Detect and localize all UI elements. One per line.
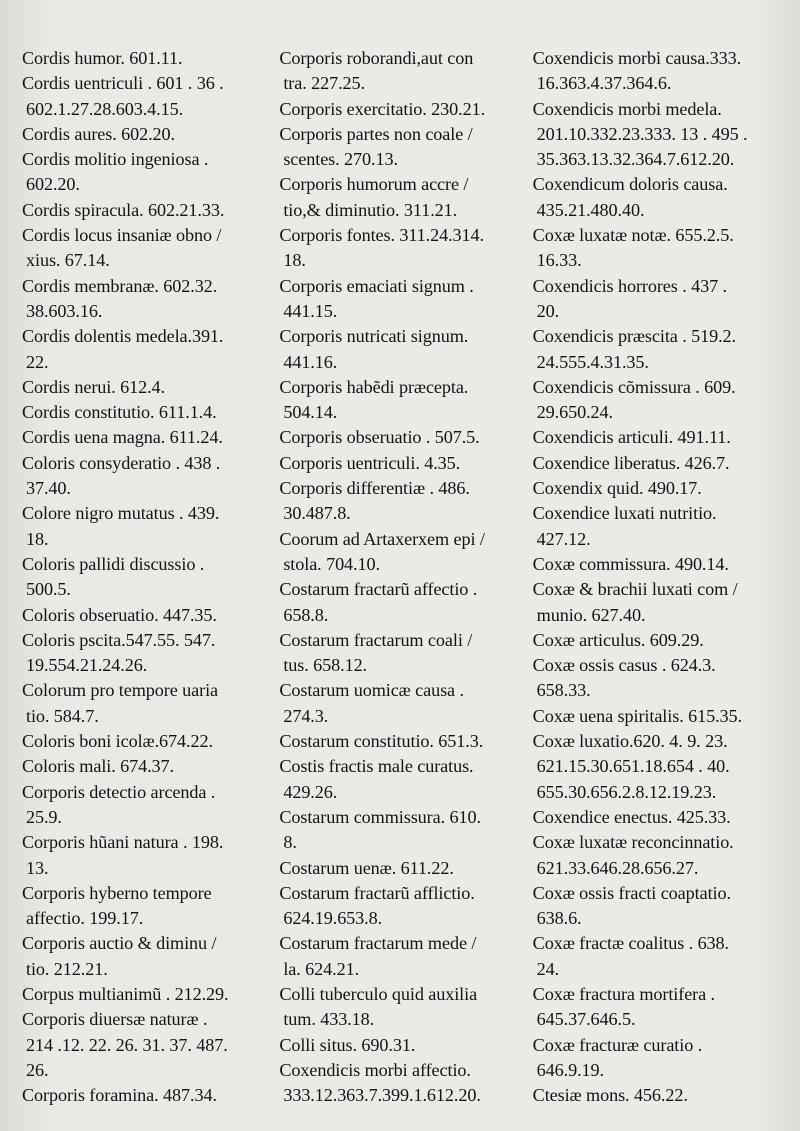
index-entry: Coxendice luxati nutritio. bbox=[532, 503, 717, 524]
index-entry-continuation: 24. bbox=[536, 958, 560, 979]
index-entry: Costarum constitutio. 651.3. bbox=[279, 731, 484, 752]
index-entry-continuation: 35.363.13.32.364.7.612.20. bbox=[536, 149, 735, 170]
index-entry-continuation: 602.20. bbox=[26, 174, 80, 195]
index-entry-continuation: 13. bbox=[26, 857, 49, 878]
index-entry-continuation: 18. bbox=[26, 528, 49, 549]
index-entry: Coxendicis morbi causa.333. bbox=[532, 48, 742, 68]
index-entry: Costarum commissura. 610. bbox=[279, 806, 481, 827]
index-entry: Coloris pallidi discussio . bbox=[22, 553, 205, 574]
index-entry-continuation: 429.26. bbox=[283, 781, 338, 802]
index-entry-continuation: 621.15.30.651.18.654 . 40. bbox=[536, 756, 730, 777]
index-entry: Coxæ luxatio.620. 4. 9. 23. bbox=[532, 731, 728, 752]
index-column-2 bbox=[279, 46, 524, 1108]
index-column-1 bbox=[22, 46, 271, 1108]
index-entry-continuation: 435.21.480.40. bbox=[536, 199, 645, 220]
index-entry: Cordis constitutio. 611.1.4. bbox=[22, 402, 217, 423]
index-entry-continuation: 24.555.4.31.35. bbox=[536, 351, 649, 372]
index-entry-continuation: xius. 67.14. bbox=[26, 250, 110, 271]
index-entry-continuation: tra. 227.25. bbox=[283, 73, 365, 94]
index-entry: Coxæ fracturæ curatio . bbox=[532, 1034, 703, 1055]
index-entry: Coxendicum doloris causa. bbox=[532, 174, 728, 195]
index-entry-continuation: 646.9.19. bbox=[536, 1059, 604, 1080]
index-entry: Coxæ luxatæ reconcinnatio. bbox=[532, 832, 734, 853]
index-entry: Cordis humor. 601.11. bbox=[22, 48, 183, 68]
index-entry-continuation: tio,& diminutio. 311.21. bbox=[283, 199, 458, 220]
index-entry-continuation: 602.1.27.28.603.4.15. bbox=[26, 98, 184, 119]
index-entry-continuation: 38.603.16. bbox=[26, 300, 103, 321]
index-entry-continuation: scentes. 270.13. bbox=[283, 149, 398, 170]
index-entry-continuation: 16.33. bbox=[536, 250, 582, 271]
index-entry: Costarum uenæ. 611.22. bbox=[279, 857, 454, 878]
index-entry: Coloris consyderatio . 438 . bbox=[22, 452, 221, 473]
index-entry-continuation: 333.12.363.7.399.1.612.20. bbox=[283, 1085, 481, 1106]
index-entry-continuation: 16.363.4.37.364.6. bbox=[536, 73, 672, 94]
index-entry: Corporis diuersæ naturæ . bbox=[22, 1009, 208, 1030]
index-entry: Coxendice liberatus. 426.7. bbox=[532, 452, 730, 473]
index-entry: Cordis spiracula. 602.21.33. bbox=[22, 199, 225, 220]
index-entry-continuation: 441.16. bbox=[283, 351, 338, 372]
index-entry-continuation: 26. bbox=[26, 1059, 49, 1080]
index-entry: Coloris obseruatio. 447.35. bbox=[22, 604, 217, 625]
index-entry: Corporis obseruatio . 507.5. bbox=[279, 427, 480, 448]
index-entry-continuation: 201.10.332.23.333. 13 . 495 . bbox=[536, 123, 748, 144]
index-entry: Colorum pro tempore uaria bbox=[22, 680, 218, 701]
index-entry: Coxendicis morbi affectio. bbox=[279, 1059, 471, 1080]
index-entry: Cordis molitio ingeniosa . bbox=[22, 149, 209, 170]
index-entry-continuation: 504.14. bbox=[283, 402, 338, 423]
index-entry-continuation: 658.33. bbox=[536, 680, 591, 701]
index-entry-continuation: 25.9. bbox=[26, 806, 62, 827]
index-entry-continuation: 20. bbox=[536, 300, 560, 321]
index-entry: Coloris mali. 674.37. bbox=[22, 756, 174, 777]
index-entry-continuation: 658.8. bbox=[283, 604, 329, 625]
index-entry-continuation: 37.40. bbox=[26, 478, 71, 499]
index-entry: Coxæ luxatæ notæ. 655.2.5. bbox=[532, 225, 734, 246]
index-entry-continuation: la. 624.21. bbox=[283, 958, 360, 979]
index-entry-continuation: 214 .12. 22. 26. 31. 37. 487. bbox=[26, 1034, 228, 1055]
index-entry-continuation: 22. bbox=[26, 351, 49, 372]
index-entry: Cordis uentriculi . 601 . 36 . bbox=[22, 73, 224, 94]
index-entry: Cordis uena magna. 611.24. bbox=[22, 427, 223, 448]
index-entry: Cordis nerui. 612.4. bbox=[22, 376, 165, 397]
index-columns bbox=[22, 46, 777, 1108]
index-entry-continuation: 30.487.8. bbox=[283, 503, 351, 524]
index-entry: Corporis roborandi,aut con bbox=[279, 48, 474, 68]
index-entry-continuation: 655.30.656.2.8.12.19.23. bbox=[536, 781, 717, 802]
index-entry: Coxæ & brachii luxati com / bbox=[532, 579, 738, 600]
index-entry-continuation: 621.33.646.28.656.27. bbox=[536, 857, 699, 878]
index-entry: Coloris pscita.547.55. 547. bbox=[22, 629, 216, 650]
index-entry: Coxæ commissura. 490.14. bbox=[532, 553, 729, 574]
index-entry: Corporis humorum accre / bbox=[279, 174, 469, 195]
index-entry: Cordis dolentis medela.391. bbox=[22, 326, 224, 347]
index-column-3 bbox=[533, 46, 777, 1108]
index-entry-continuation: 18. bbox=[283, 250, 306, 271]
index-entry: Corporis hyberno tempore bbox=[22, 882, 212, 903]
index-entry-continuation: 19.554.21.24.26. bbox=[26, 655, 148, 676]
index-entry: Coxendicis præscita . 519.2. bbox=[532, 326, 736, 347]
index-entry: Coxæ ossis fracti coaptatio. bbox=[532, 882, 731, 903]
index-entry-continuation: 624.19.653.8. bbox=[283, 908, 383, 929]
index-entry: Cordis aures. 602.20. bbox=[22, 123, 175, 144]
index-entry: Corporis uentriculi. 4.35. bbox=[279, 452, 461, 473]
index-entry: Corporis partes non coale / bbox=[279, 123, 473, 144]
index-entry: Corporis auctio & diminu / bbox=[22, 933, 217, 954]
index-entry: Corporis exercitatio. 230.21. bbox=[279, 98, 486, 119]
index-entry-continuation: tio. 212.21. bbox=[26, 958, 108, 979]
index-entry: Coxendix quid. 490.17. bbox=[532, 478, 702, 499]
index-entry: Corporis foramina. 487.34. bbox=[22, 1085, 217, 1106]
index-entry: Coxæ fractæ coalitus . 638. bbox=[532, 933, 729, 954]
index-entry: Coxæ articulus. 609.29. bbox=[532, 629, 704, 650]
index-entry: Coxendicis articuli. 491.11. bbox=[532, 427, 731, 448]
index-entry-continuation: 427.12. bbox=[536, 528, 591, 549]
index-entry-continuation: 500.5. bbox=[26, 579, 71, 600]
index-entry: Costis fractis male curatus. bbox=[279, 756, 474, 777]
index-entry: Colli tuberculo quid auxilia bbox=[279, 983, 478, 1004]
index-entry: Coloris boni icolæ.674.22. bbox=[22, 731, 213, 752]
index-entry-continuation: 441.15. bbox=[283, 300, 338, 321]
index-entry: Corpus multianimũ . 212.29. bbox=[22, 983, 229, 1004]
index-entry: Corporis fontes. 311.24.314. bbox=[279, 225, 484, 246]
index-entry: Corporis detectio arcenda . bbox=[22, 781, 216, 802]
index-entry: Costarum fractarũ affectio . bbox=[279, 579, 478, 600]
index-entry-continuation: tum. 433.18. bbox=[283, 1009, 375, 1030]
index-entry-continuation: 645.37.646.5. bbox=[536, 1009, 636, 1030]
index-entry: Corporis differentiæ . 486. bbox=[279, 478, 470, 499]
index-entry: Cordis locus insaniæ obno / bbox=[22, 225, 222, 246]
index-entry-continuation: stola. 704.10. bbox=[283, 553, 380, 574]
index-entry: Colore nigro mutatus . 439. bbox=[22, 503, 220, 524]
index-entry-continuation: tus. 658.12. bbox=[283, 655, 368, 676]
index-entry: Cordis membranæ. 602.32. bbox=[22, 275, 218, 296]
index-entry: Coxendice enectus. 425.33. bbox=[532, 806, 731, 827]
index-entry: Ctesiæ mons. 456.22. bbox=[532, 1085, 688, 1106]
index-entry-continuation: 8. bbox=[283, 832, 297, 853]
index-entry: Coxendicis morbi medela. bbox=[532, 98, 722, 119]
index-entry: Costarum fractarũ afflictio. bbox=[279, 882, 475, 903]
index-entry: Corporis habẽdi præcepta. bbox=[279, 376, 469, 397]
index-entry: Corporis emaciati signum . bbox=[279, 275, 474, 296]
index-entry-continuation: tio. 584.7. bbox=[26, 705, 99, 726]
index-entry: Costarum fractarum coali / bbox=[279, 629, 473, 650]
index-entry-continuation: 274.3. bbox=[283, 705, 329, 726]
index-entry-continuation: 29.650.24. bbox=[536, 402, 613, 423]
index-entry: Coxendicis horrores . 437 . bbox=[532, 275, 727, 296]
index-entry-continuation: 638.6. bbox=[536, 908, 582, 929]
index-entry: Costarum uomicæ causa . bbox=[279, 680, 464, 701]
index-entry: Coxendicis cõmissura . 609. bbox=[532, 376, 736, 397]
index-entry-continuation: affectio. 199.17. bbox=[26, 908, 144, 929]
index-entry-continuation: munio. 627.40. bbox=[536, 604, 646, 625]
index-entry: Coxæ fractura mortifera . bbox=[532, 983, 716, 1004]
index-entry: Colli situs. 690.31. bbox=[279, 1034, 416, 1055]
index-entry: Costarum fractarum mede / bbox=[279, 933, 477, 954]
index-entry: Corporis nutricati signum. bbox=[279, 326, 469, 347]
index-entry: Coxæ uena spiritalis. 615.35. bbox=[532, 705, 742, 726]
index-entry: Coorum ad Artaxerxem epi / bbox=[279, 528, 485, 549]
index-entry: Corporis hũani natura . 198. bbox=[22, 832, 224, 853]
index-entry: Coxæ ossis casus . 624.3. bbox=[532, 655, 716, 676]
